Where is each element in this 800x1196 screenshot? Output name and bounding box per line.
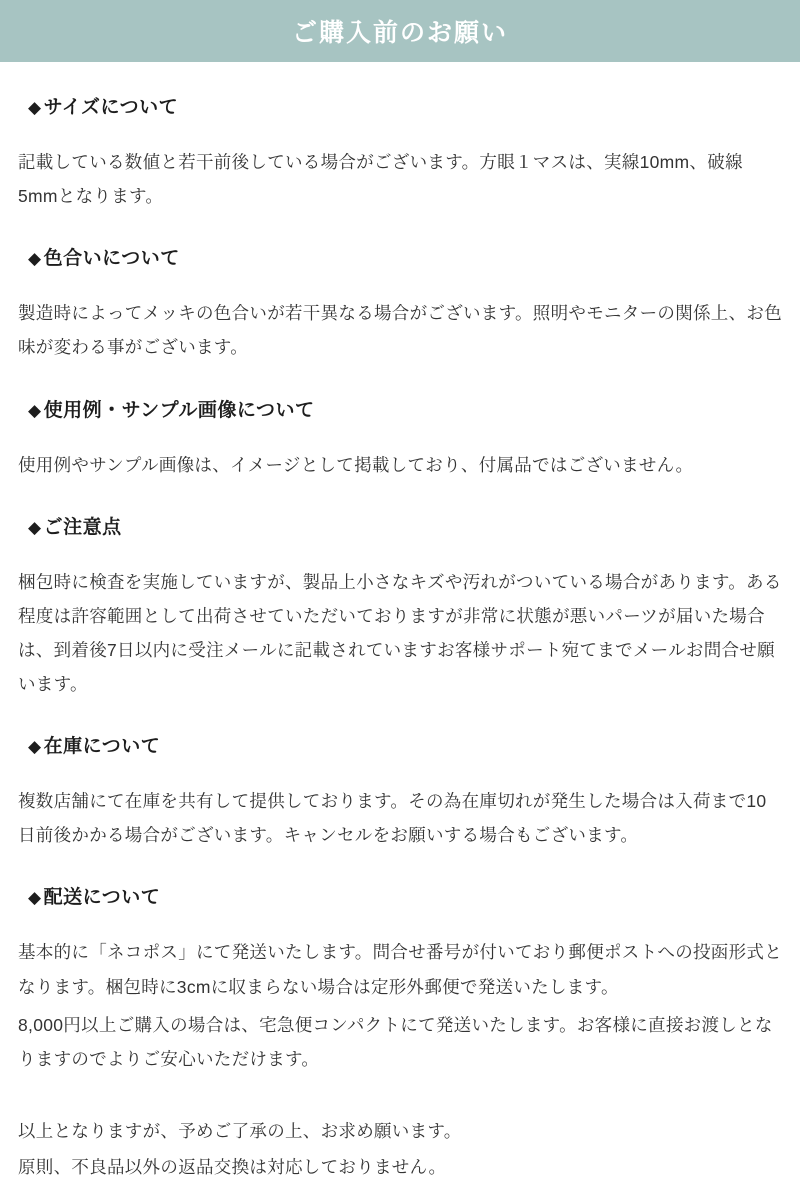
diamond-bullet-icon: ◆ bbox=[28, 400, 42, 420]
section-stock bbox=[18, 731, 782, 852]
page-title: ご購入前のお願い bbox=[291, 19, 508, 47]
section-paragraph: 複数店舗にて在庫を共有して提供しております。その為在庫切れが発生した場合は入荷まで10日前後かかる場合がございます。キャンセルをお願いする場合もございます。 bbox=[18, 791, 767, 846]
section-heading bbox=[28, 395, 782, 422]
section-paragraph: 梱包時に検査を実施していますが、製品上小さなキズや汚れがついている場合があります。ある程度は許容範囲として出荷させていただいておりますが非常に状態が悪いパーツが届いた場合は、到着後7日以内に受注メールに記載されていますお客様サポート宛てまでメールお問合せ願います。 bbox=[18, 571, 782, 694]
section-heading-label: 使用例・サンプル画像について bbox=[43, 399, 315, 421]
diamond-bullet-icon: ◆ bbox=[28, 98, 42, 117]
section-heading-label: サイズについて bbox=[43, 97, 179, 118]
diamond-bullet-icon: ◆ bbox=[28, 249, 42, 269]
notice-content bbox=[0, 92, 800, 1196]
section-paragraph: 記載している数値と若干前後している場合がございます。方眼１マスは、実線10mm、破線5mmとなります。 bbox=[18, 152, 743, 207]
section-heading bbox=[28, 731, 782, 758]
diamond-bullet-icon: ◆ bbox=[28, 888, 42, 908]
section-heading-label: 色合いについて bbox=[43, 248, 180, 270]
diamond-bullet-icon: ◆ bbox=[28, 517, 42, 537]
section-cautions bbox=[18, 512, 782, 702]
section-size bbox=[18, 92, 782, 213]
section-shipping bbox=[18, 882, 782, 1076]
section-paragraph: 8,000円以上ご購入の場合は、宅急便コンパクトにて発送いたします。お客様に直接お渡しとなりますのでよりご安心いただけます。 bbox=[18, 1014, 773, 1069]
section-heading-label: ご注意点 bbox=[43, 516, 122, 538]
footer-line-1: 以上となりますが、予めご了承の上、お求め願います。 bbox=[18, 1120, 462, 1141]
section-paragraph: 使用例やサンプル画像は、イメージとして掲載しており、付属品ではございません。 bbox=[18, 454, 694, 475]
section-heading bbox=[28, 92, 782, 119]
section-heading bbox=[28, 882, 782, 909]
section-heading bbox=[28, 512, 782, 539]
section-heading bbox=[28, 243, 782, 270]
footer-notes bbox=[18, 1114, 782, 1184]
section-heading-label: 配送について bbox=[43, 887, 161, 909]
section-sample-images bbox=[18, 395, 782, 482]
section-paragraph: 基本的に「ネコポス」にて発送いたします。問合せ番号が付いており郵便ポストへの投函形式となります。梱包時に3cmに収まらない場合は定形外郵便で発送いたします。 bbox=[18, 942, 782, 997]
page-header bbox=[0, 0, 800, 62]
section-color bbox=[18, 243, 782, 364]
footer-line-2: 原則、不良品以外の返品交換は対応しておりません。 bbox=[18, 1157, 447, 1177]
section-heading-label: 在庫について bbox=[43, 736, 161, 758]
section-paragraph: 製造時によってメッキの色合いが若干異なる場合がございます。照明やモニターの関係上、お色味が変わる事がございます。 bbox=[18, 303, 782, 358]
diamond-bullet-icon: ◆ bbox=[28, 737, 42, 757]
